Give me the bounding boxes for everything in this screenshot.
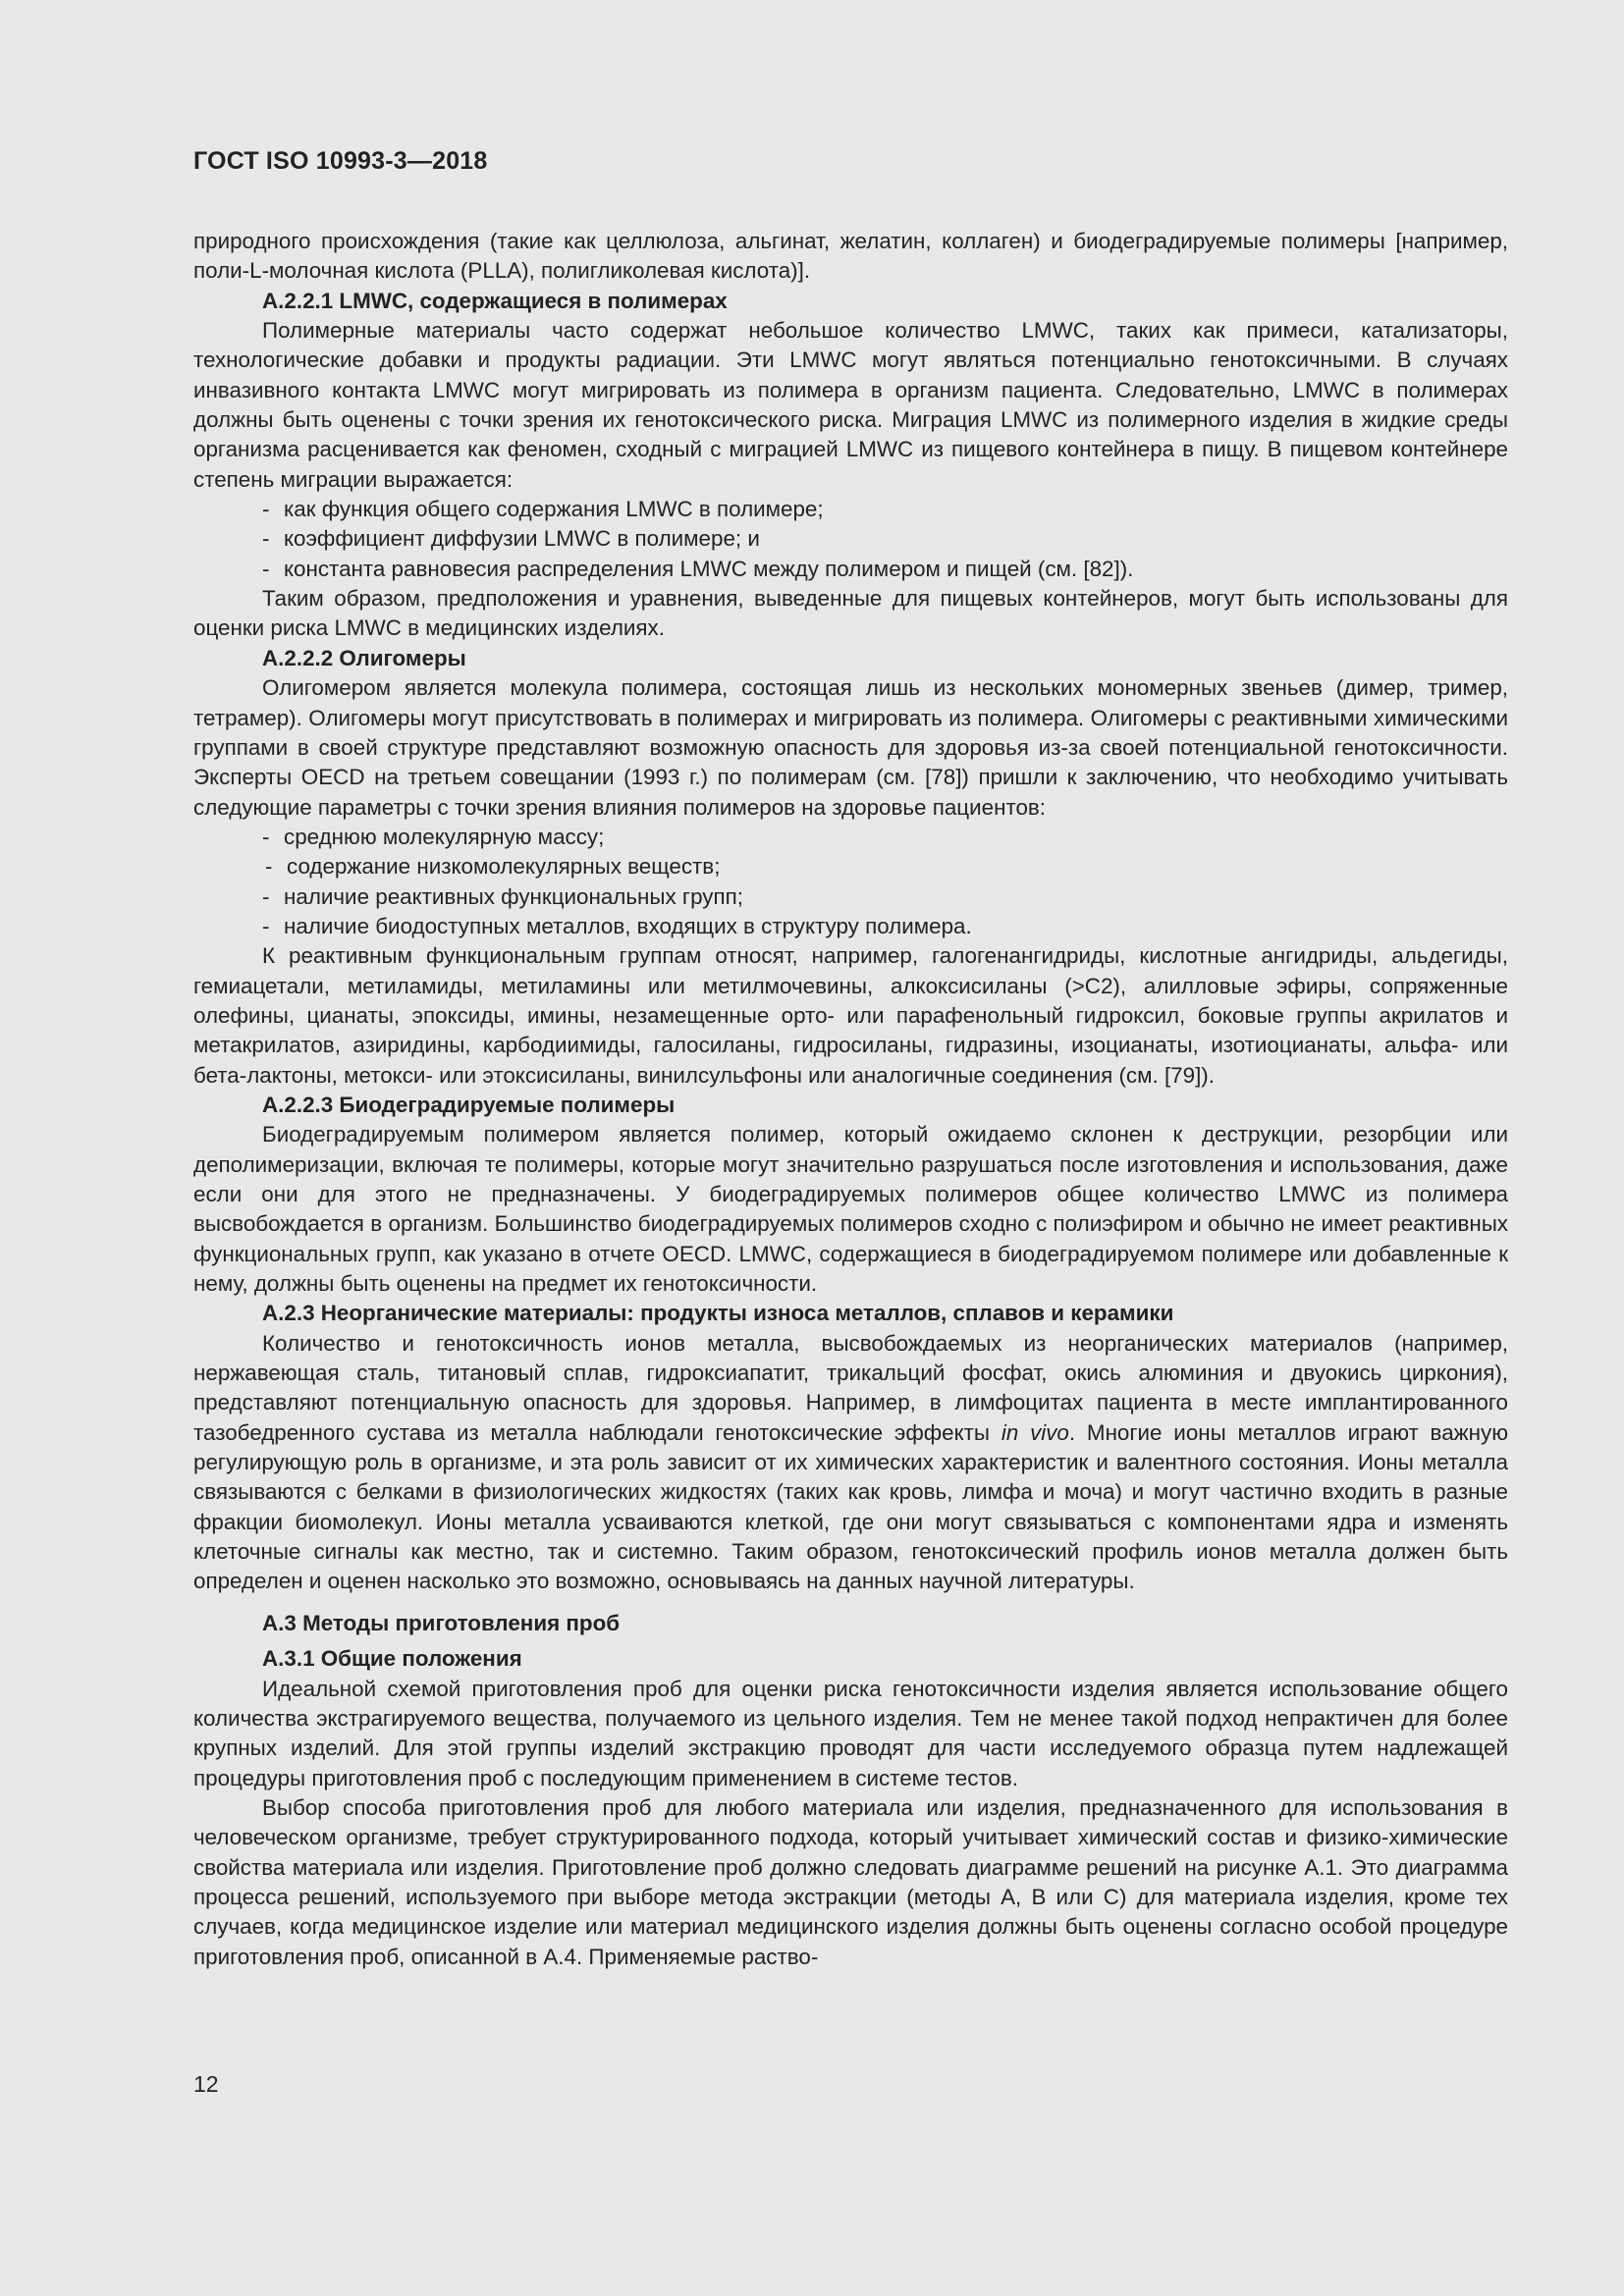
paragraph: К реактивным функциональным группам относят, например, галогенангидриды, кислотные ангидриды, альдегиды, гемиацетали, метиламиды, метиламины или метилмочевины, алкоксисиланы (>С2), алилловые эфиры, сопряженные олефины, цианаты, эпоксиды, имины, незамещенные орто- или парафенольный гидроксил, боковые группы акрилатов и метакрилатов, азиридины, карбодиимиды, галосиланы, гидросиланы, гидразины, изоцианаты, изотиоцианаты, альфа- или бета-лактоны, метокси- или этоксисиланы, винилсульфоны или аналогичные соединения (см. [79]). bbox=[193, 943, 1508, 1088]
page-number: 12 bbox=[193, 2071, 219, 2097]
list-item: - константа равновесия распределения LMWC между полимером и пищей (см. [82]). bbox=[262, 556, 1134, 581]
document-body bbox=[193, 227, 1508, 1972]
paragraph: Таким образом, предположения и уравнения, выведенные для пищевых контейнеров, могут быть использованы для оценки риска LMWC в медицинских изделиях. bbox=[193, 586, 1508, 641]
document-header: ГОСТ ISO 10993-3—2018 bbox=[193, 147, 488, 175]
list-item: - содержание низкомолекулярных веществ; bbox=[265, 854, 721, 880]
paragraph: Выбор способа приготовления проб для любого материала или изделия, предназначенного для использования в человеческом организме, требует структурированного подхода, который учитывает химический состав и физико-химические свойства материала или изделия. Приготовление проб должно следовать диаграмме решений на рисунке А.1. Это диаграмма процесса решений, используемого при выборе метода экстракции (методы А, В или С) для материала изделия, кроме тех случаев, когда медицинское изделие или материал медицинского изделия должны быть оценены согласно особой процедуре приготовления проб, описанной в А.4. Применяемые раство- bbox=[193, 1794, 1508, 1969]
paragraph: природного происхождения (такие как целлюлоза, альгинат, желатин, коллаген) и биодеградируемые полимеры [например, поли-L-молочная кислота (PLLA), полигликолевая кислота)]. bbox=[193, 229, 1508, 284]
list-item: - наличие реактивных функциональных групп; bbox=[262, 883, 743, 909]
paragraph: Олигомером является молекула полимера, состоящая лишь из нескольких мономерных звеньев (димер, тример, тетрамер). Олигомеры могут присутствовать в полимерах и мигрировать из полимера. Олигомеры с реактивными химическими группами в своей структуре представляют возможную опасность для здоровья из-за своей потенциальной генотоксичности. Эксперты OECD на третьем совещании (1993 г.) по полимерам (см. [78]) пришли к заключению, что необходимо учитывать следующие параметры с точки зрения влияния полимеров на здоровье пациентов: bbox=[193, 675, 1508, 820]
paragraph: Идеальной схемой приготовления проб для оценки риска генотоксичности изделия является использование общего количества экстрагируемого вещества, получаемого из цельного изделия. Тем не менее такой подход непрактичен для более крупных изделий. Для этой группы изделий экстракцию проводят для части исследуемого образца путем надлежащей процедуры приготовления проб с последующим применением в системе тестов. bbox=[193, 1676, 1508, 1790]
list-item: - коэффициент диффузии LMWC в полимере; и bbox=[262, 526, 760, 552]
section-heading-a2-2-3: А.2.2.3 Биодеградируемые полимеры bbox=[262, 1092, 676, 1117]
section-heading-a2-2-1: A.2.2.1 LMWC, содержащиеся в полимерах bbox=[262, 288, 728, 313]
section-heading-a2-2-2: А.2.2.2 Олигомеры bbox=[262, 645, 466, 670]
list-item: - наличие биодоступных металлов, входящих в структуру полимера. bbox=[262, 913, 972, 938]
section-heading-a2-3: А.2.3 Неорганические материалы: продукты износа металлов, сплавов и керамики bbox=[262, 1301, 1174, 1326]
list-item: - как функция общего содержания LMWC в полимере; bbox=[262, 497, 824, 522]
list-item: - среднюю молекулярную массу; bbox=[262, 824, 605, 849]
section-heading-a3-1: А.3.1 Общие положения bbox=[262, 1646, 522, 1672]
paragraph: Полимерные материалы часто содержат небольшое количество LMWC, таких как примеси, катализаторы, технологические добавки и продукты радиации. Эти LMWC могут являться потенциально генотоксичными. В случаях инвазивного контакта LMWC могут мигрировать из полимера в организм пациента. Следовательно, LMWC в полимерах должны быть оценены с точки зрения их генотоксического риска. Миграция LMWC из полимерного изделия в жидкие среды организма расценивается как феномен, сходный с миграцией LMWC из пищевого контейнера в пищу. В пищевом контейнере степень миграции выражается: bbox=[193, 318, 1508, 492]
paragraph: Биодеградируемым полимером является полимер, который ожидаемо склонен к деструкции, резорбции или деполимеризации, включая те полимеры, которые могут значительно разрушаться после изготовления и использования, даже если они для этого не предназначены. У биодеградируемых полимеров общее количество LMWC из полимера высвобождается в организм. Большинство биодеградируемых полимеров сходно с полиэфиром и обычно не имеет реактивных функциональных групп, как указано в отчете OECD. LMWC, содержащиеся в биодеградируемом полимере или добавленные к нему, должны быть оценены на предмет их генотоксичности. bbox=[193, 1122, 1508, 1297]
section-heading-a3: А.3 Методы приготовления проб bbox=[262, 1610, 621, 1635]
paragraph: Количество и генотоксичность ионов металла, высвобождаемых из неорганических материалов (например, нержавеющая сталь, титановый сплав, гидроксиапатит, трикальций фосфат, окись алюминия и двуокись циркония), представляют потенциальную опасность для здоровья. Например, в лимфоцитах пациента в месте имплантированного тазобедренного сустава из металла наблюдали генотоксические эффекты in vivo. Многие ионы металлов играют важную регулирующую роль в организме, и эта роль зависит от их химических характеристик и валентного состояния. Ионы металла связываются с белками в физиологических жидкостях (таких как кровь, лимфа и моча) и могут частично входить в разные фракции биомолекул. Ионы металла усваиваются клеткой, где они могут связываться с компонентами ядра и изменять клеточные сигналы как местно, так и системно. Таким образом, генотоксический профиль ионов металла должен быть определен и оценен насколько это возможно, основываясь на данных научной литературы. bbox=[193, 1330, 1508, 1594]
